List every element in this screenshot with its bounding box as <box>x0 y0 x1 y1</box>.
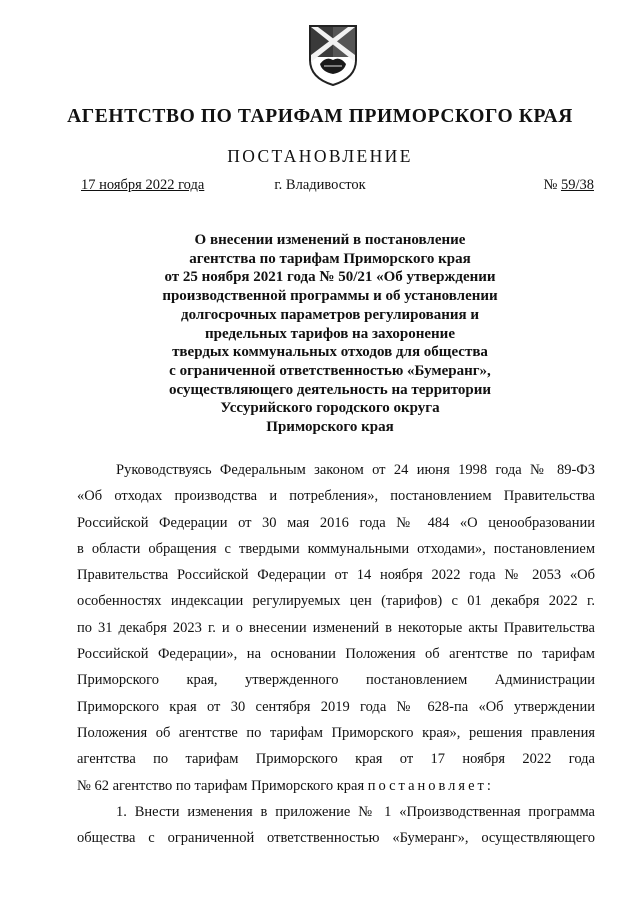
decree-number-prefix: № <box>543 177 561 193</box>
body-line: Российской Федерации», на основании Положения об агентстве по тарифам <box>77 646 595 663</box>
body-line: 1. Внести изменения в приложение № 1 «Производственная программа <box>116 803 595 820</box>
title-line: с ограниченной ответственностью «Бумеранг», <box>169 362 491 379</box>
title-line: долгосрочных параметров регулирования и <box>180 306 479 323</box>
title-line: осуществляющего деятельность на территории <box>168 381 492 398</box>
body-line: особенностях индексации регулируемых цен (тарифов) с 01 декабря 2022 г. <box>77 593 595 610</box>
title-line: предельных тарифов на захоронение <box>205 325 455 342</box>
body-line: Руководствуясь Федеральным законом от 24 июня 1998 года № 89-ФЗ <box>116 462 595 478</box>
body-line-last <box>77 773 595 799</box>
decree-title <box>60 231 600 437</box>
coat-of-arms-emblem <box>306 22 360 88</box>
decree-body <box>77 457 595 851</box>
body-line-prefix: № 62 агентство по тарифам Приморского края <box>77 777 368 794</box>
title-line: агентства по тарифам Приморского края <box>189 250 471 267</box>
decree-date: 17 ноября 2022 года <box>81 177 205 193</box>
decree-number-value: 59/38 <box>560 177 594 193</box>
title-line: Приморского края <box>266 419 394 436</box>
body-line: по 31 декабря 2023 г. и о внесении изменений в некоторые акты Правительства <box>77 619 595 636</box>
body-line: общества с ограниченной ответственностью «Бумеранг», осуществляющего <box>77 830 595 847</box>
operative-word: постановляет: <box>367 777 494 794</box>
body-line: Приморского края от 30 сентября 2019 года № 628-па «Об утверждении <box>77 698 595 715</box>
body-line: «Об отходах производства и потребления», постановлением Правительства <box>77 488 595 505</box>
title-line: твердых коммунальных отходов для общества <box>172 344 488 361</box>
title-line: О внесении изменений в постановление <box>194 232 466 248</box>
document-type: ПОСТАНОВЛЕНИЕ <box>227 146 413 166</box>
decree-number <box>544 177 595 194</box>
body-line: агентства по тарифам Приморского края от 17 ноября 2022 года <box>77 751 595 768</box>
body-line: Российской Федерации от 30 мая 2016 года № 484 «О ценообразовании <box>77 514 595 531</box>
body-line: Положения об агентстве по тарифам Приморского края», решения правления <box>77 724 595 741</box>
body-line: в области обращения с твердыми коммунальными отходами», постановлением <box>77 540 595 557</box>
title-line: производственной программы и об установлении <box>162 288 498 305</box>
body-line: Приморского края, утвержденного постановлением Администрации <box>77 672 595 689</box>
decree-city: г. Владивосток <box>274 177 366 193</box>
agency-name: АГЕНТСТВО ПО ТАРИФАМ ПРИМОРСКОГО КРАЯ <box>67 106 573 127</box>
title-line: от 25 ноября 2021 года № 50/21 «Об утверждении <box>164 269 496 286</box>
body-line: Правительства Российской Федерации от 14 ноября 2022 года № 2053 «Об <box>77 567 595 584</box>
title-line: Уссурийского городского округа <box>220 400 440 417</box>
